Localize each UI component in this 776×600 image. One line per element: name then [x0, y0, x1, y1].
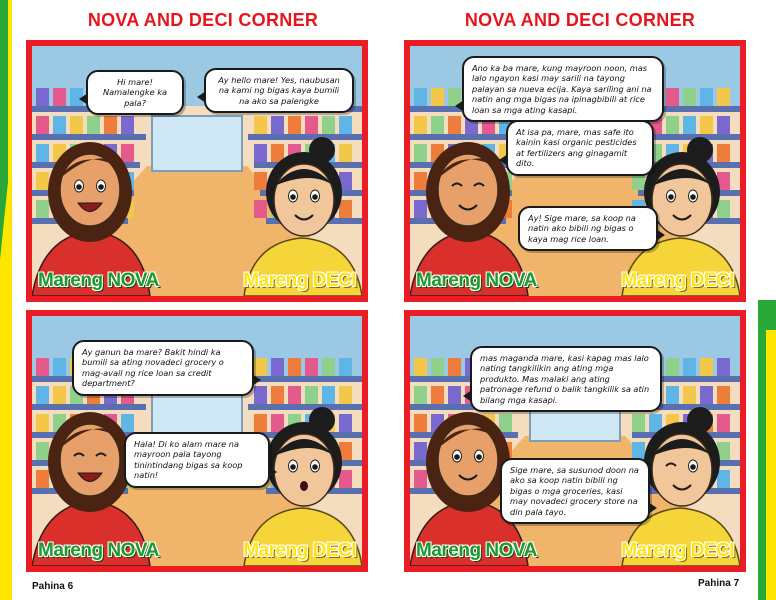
- product: [254, 116, 267, 134]
- product: [36, 386, 49, 404]
- face: [438, 424, 498, 496]
- product: [36, 172, 49, 190]
- product: [254, 386, 267, 404]
- product: [414, 144, 427, 162]
- product: [121, 116, 134, 134]
- nova-speech-bubble: Ay ganun ba mare? Bakit hindi ka bumili sa ating novadeci grocery o mag-avail ng rice loan sa credit department?: [72, 340, 254, 396]
- product: [448, 358, 461, 376]
- comic-panel-3: [404, 40, 746, 302]
- product: [414, 358, 427, 376]
- nova-speech-bubble: Hi mare! Namalengke ka pala?: [86, 70, 184, 115]
- page-7-number: Pahina 7: [698, 578, 740, 589]
- product: [70, 116, 83, 134]
- product: [339, 200, 352, 218]
- mouth: [300, 481, 308, 491]
- product: [717, 144, 730, 162]
- product: [448, 116, 461, 134]
- product: [271, 386, 284, 404]
- product: [700, 386, 713, 404]
- product: [414, 200, 427, 218]
- product: [254, 172, 267, 190]
- deci-speech-bubble: Ay hello mare! Yes, naubusan na kami ng bigas kaya bumili na ako sa palengke: [204, 68, 354, 113]
- eye-pupil: [454, 454, 460, 460]
- product: [683, 88, 696, 106]
- product: [36, 358, 49, 376]
- freezer: [152, 116, 242, 171]
- product: [666, 88, 679, 106]
- nova-name-label: Mareng NOVA: [38, 540, 159, 561]
- product: [104, 116, 117, 134]
- product: [448, 386, 461, 404]
- nova-speech-bubble: mas maganda mare, kasi kapag mas lalo nating tangkilikin ang ating mga produkto. Mas malaki ang ating patronage refund o balik tangkilik sa atin bilang mga kasapi.: [470, 346, 662, 412]
- product: [36, 144, 49, 162]
- product: [254, 414, 267, 432]
- face: [60, 154, 120, 226]
- product: [414, 386, 427, 404]
- product: [700, 358, 713, 376]
- eye-pupil: [76, 184, 82, 190]
- comic-panel-1: [26, 40, 368, 302]
- product: [414, 116, 427, 134]
- product: [305, 386, 318, 404]
- product: [53, 116, 66, 134]
- product: [36, 200, 49, 218]
- eye-pupil: [290, 194, 296, 200]
- product: [666, 386, 679, 404]
- product: [717, 88, 730, 106]
- product: [666, 358, 679, 376]
- product: [431, 358, 444, 376]
- product: [271, 414, 284, 432]
- nova-name-label: Mareng NOVA: [38, 270, 159, 291]
- nova-name-label: Mareng NOVA: [416, 270, 537, 291]
- product: [414, 172, 427, 190]
- deci-speech-bubble: Sige mare, sa susunod doon na ako sa koop natin bibili ng bigas o mga groceries, kasi may novadeci grocery store na din pala tayo.: [500, 458, 650, 524]
- nova-speech-bubble: Ano ka ba mare, kung mayroon noon, mas lalo ngayon kasi may sarili na tayong palayan sa nueva ecija. Kaya sariling ani na natin ang mga bigas na ipinagbibili at rice loan sa mga ating kasapi.: [462, 56, 664, 122]
- eye-pupil: [690, 194, 696, 200]
- product: [414, 88, 427, 106]
- comic-panel-2: [26, 310, 368, 572]
- face: [438, 154, 498, 226]
- product: [36, 470, 49, 488]
- page-7-heading: NOVA AND DECI CORNER: [464, 10, 696, 30]
- page-6-number: Pahina 6: [32, 581, 74, 592]
- eye-pupil: [312, 194, 318, 200]
- product: [717, 470, 730, 488]
- nova-speech-bubble: At isa pa, mare, mas safe ito kainin kasi organic pesticides at fertilizers ang ginagamit dito.: [506, 120, 654, 176]
- eye-pupil: [290, 464, 296, 470]
- product: [288, 116, 301, 134]
- face: [60, 424, 120, 496]
- product: [339, 386, 352, 404]
- product: [322, 358, 335, 376]
- product: [717, 414, 730, 432]
- product: [683, 116, 696, 134]
- product: [36, 116, 49, 134]
- deci-speech-bubble: Hala! Di ko alam mare na mayroon pala tayong tinintindang bigas sa koop natin!: [124, 432, 270, 488]
- eye-pupil: [668, 194, 674, 200]
- product: [254, 144, 267, 162]
- product: [271, 116, 284, 134]
- product: [322, 386, 335, 404]
- eye-pupil: [690, 464, 696, 470]
- product: [53, 358, 66, 376]
- product: [271, 144, 284, 162]
- product: [431, 116, 444, 134]
- product: [632, 414, 645, 432]
- product: [339, 358, 352, 376]
- product: [271, 358, 284, 376]
- product: [700, 116, 713, 134]
- nova-name-label: Mareng NOVA: [416, 540, 537, 561]
- product: [431, 386, 444, 404]
- product: [414, 414, 427, 432]
- product: [53, 88, 66, 106]
- deci-name-label: Mareng DECI: [243, 540, 356, 561]
- product: [683, 358, 696, 376]
- page-6-heading: NOVA AND DECI CORNER: [87, 10, 319, 30]
- product: [121, 144, 134, 162]
- shelf-board: [32, 134, 146, 140]
- product: [666, 116, 679, 134]
- deci-name-label: Mareng DECI: [621, 540, 734, 561]
- eye-pupil: [98, 184, 104, 190]
- product: [717, 358, 730, 376]
- product: [305, 116, 318, 134]
- product: [700, 88, 713, 106]
- hair-bun: [687, 407, 713, 433]
- product: [305, 358, 318, 376]
- product: [649, 414, 662, 432]
- right-yellow-stripe: [766, 330, 776, 600]
- product: [87, 116, 100, 134]
- product: [288, 386, 301, 404]
- hair-bun: [687, 137, 713, 163]
- product: [339, 414, 352, 432]
- product: [322, 116, 335, 134]
- eye-pupil: [312, 464, 318, 470]
- product: [121, 414, 134, 432]
- deci-name-label: Mareng DECI: [243, 270, 356, 291]
- product: [717, 386, 730, 404]
- product: [339, 116, 352, 134]
- product: [431, 88, 444, 106]
- product: [414, 442, 427, 460]
- deci-name-label: Mareng DECI: [621, 270, 734, 291]
- shelf-board: [32, 404, 146, 410]
- product: [339, 144, 352, 162]
- product: [414, 470, 427, 488]
- hair-bun: [309, 137, 335, 163]
- product: [36, 88, 49, 106]
- hair-bun: [309, 407, 335, 433]
- product: [36, 442, 49, 460]
- product: [288, 358, 301, 376]
- product: [339, 470, 352, 488]
- product: [717, 116, 730, 134]
- eye-pupil: [476, 454, 482, 460]
- deci-speech-bubble: Ay! Sige mare, sa koop na natin ako bibili ng bigas o kaya mag rice loan.: [518, 206, 658, 251]
- shelf-board: [248, 134, 362, 140]
- product: [683, 386, 696, 404]
- product: [499, 414, 512, 432]
- product: [36, 414, 49, 432]
- comic-panel-4: [404, 310, 746, 572]
- product: [254, 200, 267, 218]
- shelf-board: [248, 404, 362, 410]
- product: [717, 200, 730, 218]
- product: [53, 386, 66, 404]
